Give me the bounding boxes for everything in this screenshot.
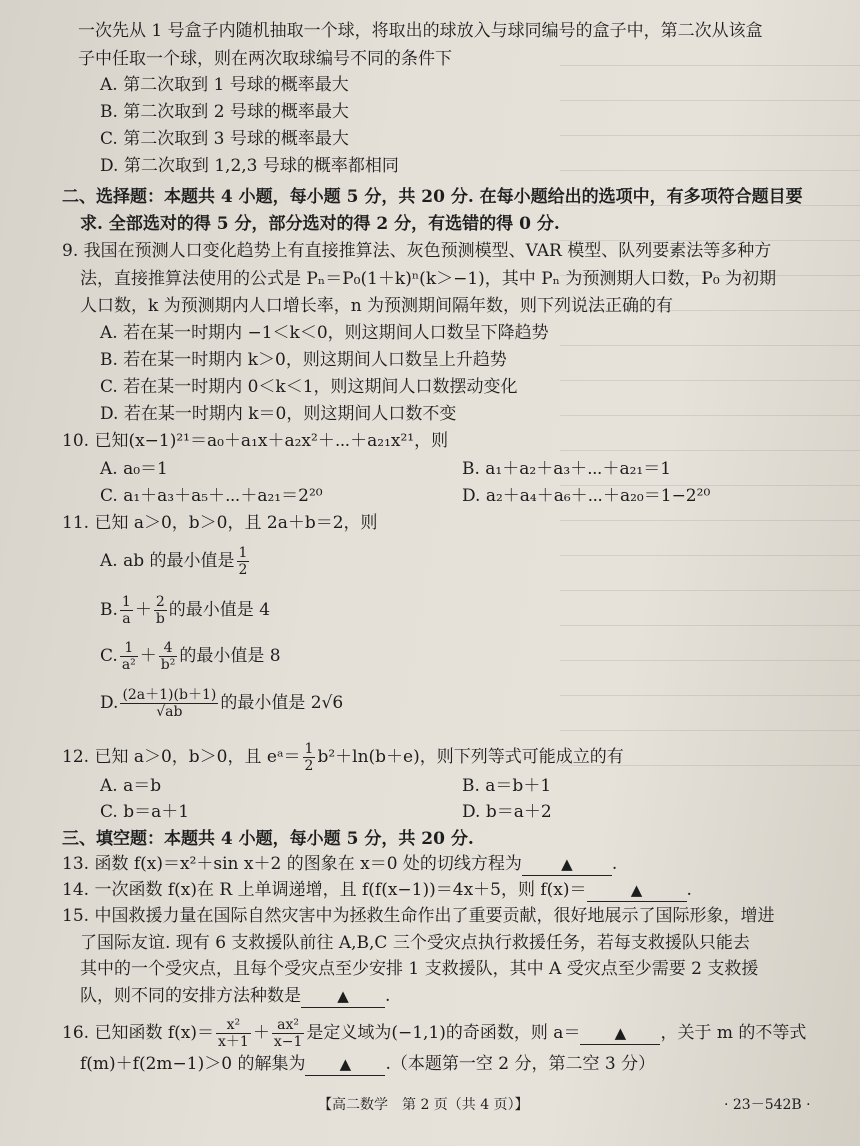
q12-option-b: B. a＝b＋1 — [462, 776, 552, 796]
q16-stem-line1: 16. 已知函数 f(x)＝ $\frac{\text{x²}}{x+1}$ ＋ $\frac{\text{ax²}}{x-1}$ 是定义域为(−1,1)的奇函数，则 a＝ ▲ ，关于 m 的不等式 — [62, 1017, 807, 1050]
q11-option-a: A. ab 的最小值是 $\frac{1}{2}$ — [100, 545, 248, 578]
q10-stem: 10. 已知(x−1)²¹＝a₀＋a₁x＋a₂x²＋⋯＋a₂₁x²¹，则 — [62, 431, 449, 451]
q15-stem-line2: 了国际友谊. 现有 6 支救援队前往 A,B,C 三个受灾点执行救援任务，若每支救援队只能去 — [80, 933, 750, 953]
q9-stem-line3: 人口数，k 为预测期内人口增长率，n 为预测期间隔年数，则下列说法正确的有 — [80, 296, 674, 316]
q8-stem-line2: 子中任取一个球，则在两次取球编号不同的条件下 — [78, 49, 452, 69]
q9-option-c: C. 若在某一时期内 0＜k＜1，则这期间人口数摆动变化 — [100, 377, 518, 397]
q12-option-a: A. a＝b — [100, 776, 162, 796]
q12-option-c: C. b＝a＋1 — [100, 802, 190, 822]
q15-stem-line3: 其中的一个受灾点，且每个受灾点至少安排 1 支救援队，其中 A 受灾点至少需要 2 支救援 — [80, 959, 759, 979]
q10-option-a: A. a₀＝1 — [100, 459, 168, 479]
q9-option-b: B. 若在某一时期内 k＞0，则这期间人口数呈上升趋势 — [100, 350, 507, 370]
q8-option-c: C. 第二次取到 3 号球的概率最大 — [100, 129, 349, 149]
answer-blank: ▲ — [301, 985, 385, 1008]
q11-option-d: D. $\frac{(2a+1)(b+1)}{√ab}$ 的最小值是 2√6 — [100, 687, 344, 720]
fraction: $\frac{2}{b}$ — [155, 594, 165, 627]
q10-option-c: C. a₁＋a₃＋a₅＋⋯＋a₂₁＝2²⁰ — [100, 486, 323, 506]
q14-stem: 14. 一次函数 f(x)在 R 上单调递增，且 f(f(x−1))＝4x＋5，则 f(x)＝ ▲ . — [62, 880, 692, 900]
exam-code: · 23－542B · — [724, 1097, 811, 1113]
show-through-background — [560, 40, 860, 800]
fraction: $\frac{1}{2}$ — [238, 545, 248, 578]
answer-blank: ▲ — [580, 1022, 660, 1045]
fraction: $\frac{1}{\text{a²}}$ — [121, 640, 136, 673]
section3-heading: 三、填空题：本题共 4 小题，每小题 5 分，共 20 分. — [62, 829, 474, 849]
page-footer: 【高二数学 第 2 页（共 4 页）】 — [318, 1097, 529, 1113]
q10-option-b: B. a₁＋a₂＋a₃＋⋯＋a₂₁＝1 — [462, 459, 672, 479]
q13-stem: 13. 函数 f(x)＝x²＋sin x＋2 的图象在 x＝0 处的切线方程为 ▲ . — [62, 854, 618, 874]
q8-option-a: A. 第二次取到 1 号球的概率最大 — [100, 75, 349, 95]
q9-stem-line1: 9. 我国在预测人口变化趋势上有直接推算法、灰色预测模型、VAR 模型、队列要素法等多种方 — [62, 241, 772, 261]
section2-heading-line2: 求. 全部选对的得 5 分，部分选对的得 2 分，有选错的得 0 分. — [80, 214, 560, 234]
q16-stem-line2: f(m)＋f(2m−1)＞0 的解集为 ▲ .（本题第一空 2 分，第二空 3 分） — [80, 1054, 656, 1074]
fraction: $\frac{1}{2}$ — [304, 741, 314, 774]
q9-option-a: A. 若在某一时期内 −1＜k＜0，则这期间人口数呈下降趋势 — [100, 323, 549, 343]
q8-stem-line1: 一次先从 1 号盒子内随机抽取一个球，将取出的球放入与球同编号的盒子中，第二次从该盒 — [78, 21, 763, 41]
fraction: $\frac{(2a+1)(b+1)}{√ab}$ — [122, 687, 217, 720]
q10-option-d: D. a₂＋a₄＋a₆＋⋯＋a₂₀＝1−2²⁰ — [462, 486, 711, 506]
answer-blank: ▲ — [522, 853, 612, 876]
q11-stem: 11. 已知 a＞0，b＞0，且 2a＋b＝2，则 — [62, 513, 378, 533]
q8-option-d: D. 第二次取到 1,2,3 号球的概率都相同 — [100, 156, 399, 176]
q9-option-d: D. 若在某一时期内 k＝0，则这期间人口数不变 — [100, 404, 457, 424]
section2-heading-line1: 二、选择题：本题共 4 小题，每小题 5 分，共 20 分. 在每小题给出的选项中，有多项符合题目要 — [62, 187, 803, 207]
q11-option-c: C. $\frac{1}{\text{a²}}$ ＋ $\frac{4}{\text{b²}}$ 的最小值是 8 — [100, 640, 281, 673]
answer-blank: ▲ — [305, 1053, 385, 1076]
fraction: $\frac{\text{ax²}}{x-1}$ — [273, 1017, 303, 1050]
q11-option-b: B. $\frac{1}{a}$ ＋ $\frac{2}{b}$ 的最小值是 4 — [100, 594, 271, 627]
fraction: $\frac{\text{x²}}{x+1}$ — [218, 1017, 249, 1050]
q12-option-d: D. b＝a＋2 — [462, 802, 552, 822]
q8-option-b: B. 第二次取到 2 号球的概率最大 — [100, 102, 349, 122]
q15-stem-line1: 15. 中国救援力量在国际自然灾害中为拯救生命作出了重要贡献，很好地展示了国际形象，增进 — [62, 906, 775, 926]
answer-blank: ▲ — [587, 879, 687, 902]
fraction: $\frac{1}{a}$ — [121, 594, 131, 627]
q15-stem-line4: 队，则不同的安排方法种数是 ▲ . — [80, 986, 391, 1006]
fraction: $\frac{4}{\text{b²}}$ — [160, 640, 176, 673]
q12-stem: 12. 已知 a＞0，b＞0，且 eᵃ＝ $\frac{1}{2}$ b²＋ln(b＋e)，则下列等式可能成立的有 — [62, 741, 624, 774]
q9-stem-line2: 法，直接推算法使用的公式是 Pₙ＝P₀(1＋k)ⁿ(k＞−1)，其中 Pₙ 为预测期人口数，P₀ 为初期 — [80, 269, 777, 289]
